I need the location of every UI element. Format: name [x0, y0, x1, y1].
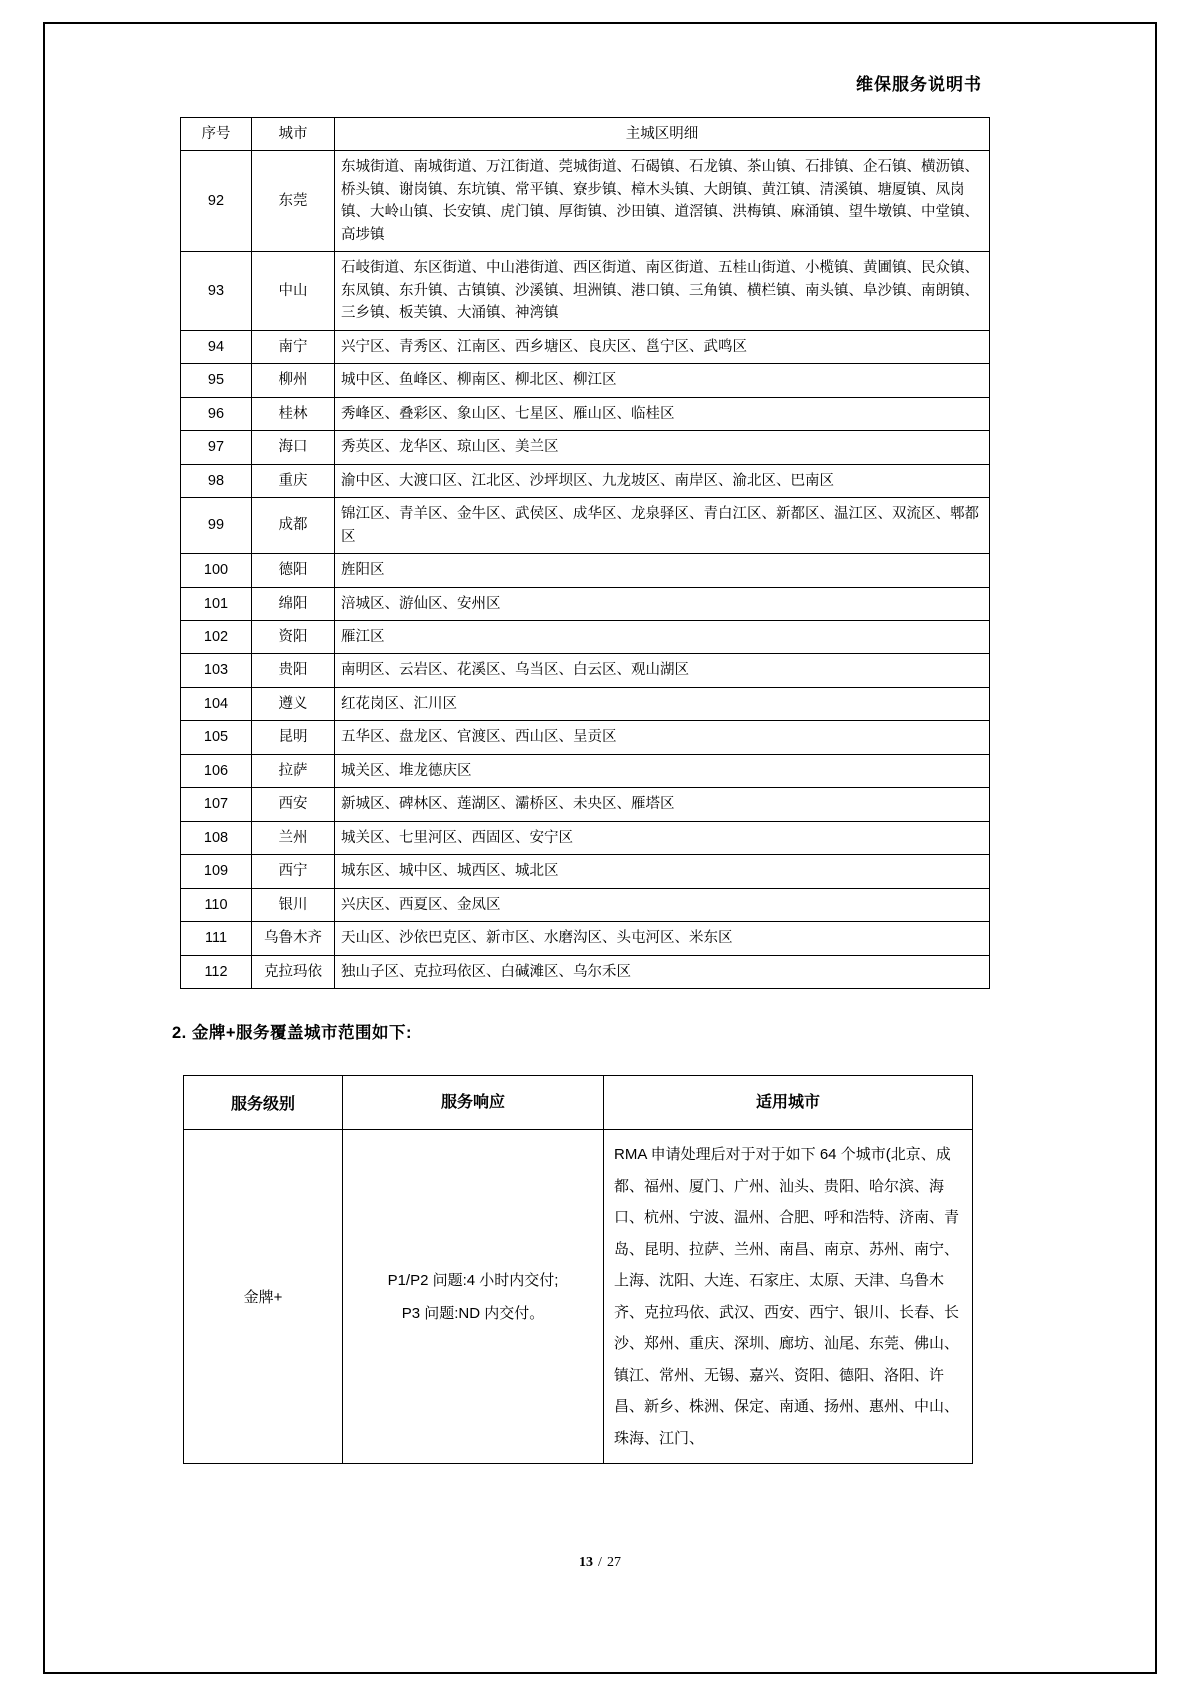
cell-detail: 城关区、堆龙德庆区 — [335, 754, 990, 787]
column-header-service-level: 服务级别 — [184, 1076, 343, 1130]
cell-service-response — [343, 1130, 604, 1464]
cell-no: 93 — [181, 252, 252, 330]
cell-no: 100 — [181, 554, 252, 587]
table-row — [181, 687, 990, 720]
footer-separator: / — [598, 1555, 602, 1570]
column-header-service-response: 服务响应 — [343, 1076, 604, 1130]
cell-no: 106 — [181, 754, 252, 787]
cell-no: 111 — [181, 922, 252, 955]
table-row — [181, 855, 990, 888]
cell-applicable-cities: RMA 申请处理后对于对于如下 64 个城市(北京、成都、福州、厦门、广州、汕头、贵阳、哈尔滨、海口、杭州、宁波、温州、合肥、呼和浩特、济南、青岛、昆明、拉萨、兰州、南昌、南京、苏州、南宁、上海、沈阳、大连、石家庄、太原、天津、乌鲁木齐、克拉玛依、武汉、西安、西宁、银川、长春、长沙、郑州、重庆、深圳、廊坊、汕尾、东莞、佛山、镇江、常州、无锡、嘉兴、资阳、德阳、洛阳、许昌、新乡、株洲、保定、南通、扬州、惠州、中山、珠海、江门、 — [604, 1130, 973, 1464]
cell-detail: 独山子区、克拉玛依区、白碱滩区、乌尔禾区 — [335, 955, 990, 988]
section-heading: 2. 金牌+服务覆盖城市范围如下: — [172, 1024, 412, 1043]
table-row — [181, 252, 990, 330]
cell-detail: 城中区、鱼峰区、柳南区、柳北区、柳江区 — [335, 364, 990, 397]
table-row — [181, 721, 990, 754]
cell-city: 南宁 — [252, 330, 335, 363]
cell-detail: 石岐街道、东区街道、中山港街道、西区街道、南区街道、五桂山街道、小榄镇、黄圃镇、民众镇、东凤镇、东升镇、古镇镇、沙溪镇、坦洲镇、港口镇、三角镇、横栏镇、南头镇、阜沙镇、南朗镇、三乡镇、板芙镇、大涌镇、神湾镇 — [335, 252, 990, 330]
cell-city: 乌鲁木齐 — [252, 922, 335, 955]
table-row — [181, 364, 990, 397]
column-header-detail: 主城区明细 — [335, 118, 990, 151]
cell-no: 99 — [181, 498, 252, 554]
table-row — [181, 821, 990, 854]
cell-no: 105 — [181, 721, 252, 754]
cell-no: 104 — [181, 687, 252, 720]
cell-no: 102 — [181, 620, 252, 653]
cell-detail: 雁江区 — [335, 620, 990, 653]
cell-no: 92 — [181, 151, 252, 252]
cell-detail: 红花岗区、汇川区 — [335, 687, 990, 720]
cell-detail: 秀峰区、叠彩区、象山区、七星区、雁山区、临桂区 — [335, 397, 990, 430]
cell-no: 98 — [181, 464, 252, 497]
cell-city: 柳州 — [252, 364, 335, 397]
cell-city: 西宁 — [252, 855, 335, 888]
main-district-table — [180, 117, 990, 989]
cell-no: 103 — [181, 654, 252, 687]
document-header-title: 维保服务说明书 — [856, 75, 982, 94]
cell-detail: 锦江区、青羊区、金牛区、武侯区、成华区、龙泉驿区、青白江区、新都区、温江区、双流区、郫都区 — [335, 498, 990, 554]
cell-no: 96 — [181, 397, 252, 430]
cell-city: 绵阳 — [252, 587, 335, 620]
page-content — [172, 70, 990, 1464]
cell-city: 遵义 — [252, 687, 335, 720]
table-row — [181, 330, 990, 363]
cell-no: 95 — [181, 364, 252, 397]
cell-detail: 兴宁区、青秀区、江南区、西乡塘区、良庆区、邕宁区、武鸣区 — [335, 330, 990, 363]
table-row — [181, 397, 990, 430]
cell-city: 桂林 — [252, 397, 335, 430]
cell-city: 昆明 — [252, 721, 335, 754]
cell-detail: 新城区、碑林区、莲湖区、灞桥区、未央区、雁塔区 — [335, 788, 990, 821]
cell-city: 拉萨 — [252, 754, 335, 787]
page-footer — [0, 1555, 1200, 1571]
cell-no: 101 — [181, 587, 252, 620]
table-row — [181, 587, 990, 620]
cell-no: 107 — [181, 788, 252, 821]
service-header-row — [184, 1076, 973, 1130]
footer-current-page: 13 — [579, 1555, 594, 1570]
cell-no: 108 — [181, 821, 252, 854]
cell-detail: 城关区、七里河区、西固区、安宁区 — [335, 821, 990, 854]
table-row — [181, 654, 990, 687]
table-row — [181, 151, 990, 252]
table-row — [181, 554, 990, 587]
cell-city: 贵阳 — [252, 654, 335, 687]
cell-city: 成都 — [252, 498, 335, 554]
column-header-applicable-cities: 适用城市 — [604, 1076, 973, 1130]
cell-detail: 旌阳区 — [335, 554, 990, 587]
column-header-no: 序号 — [181, 118, 252, 151]
table-row — [181, 888, 990, 921]
cell-city: 海口 — [252, 431, 335, 464]
cell-city: 重庆 — [252, 464, 335, 497]
cell-detail: 天山区、沙依巴克区、新市区、水磨沟区、头屯河区、米东区 — [335, 922, 990, 955]
table-row — [181, 620, 990, 653]
footer-total-pages: 27 — [606, 1555, 621, 1570]
service-coverage-table — [183, 1075, 973, 1464]
cell-no: 97 — [181, 431, 252, 464]
cell-detail: 东城街道、南城街道、万江街道、莞城街道、石碣镇、石龙镇、茶山镇、石排镇、企石镇、横沥镇、桥头镇、谢岗镇、东坑镇、常平镇、寮步镇、樟木头镇、大朗镇、黄江镇、清溪镇、塘厦镇、凤岗镇、大岭山镇、长安镇、虎门镇、厚街镇、沙田镇、道滘镇、洪梅镇、麻涌镇、望牛墩镇、中堂镇、高埗镇 — [335, 151, 990, 252]
table-row — [181, 464, 990, 497]
cell-city: 银川 — [252, 888, 335, 921]
table-row — [181, 431, 990, 464]
cell-city: 德阳 — [252, 554, 335, 587]
table-row — [181, 754, 990, 787]
cell-city: 西安 — [252, 788, 335, 821]
table-row — [181, 498, 990, 554]
cell-no: 110 — [181, 888, 252, 921]
cell-city: 资阳 — [252, 620, 335, 653]
cell-detail: 涪城区、游仙区、安州区 — [335, 587, 990, 620]
table-header-row — [181, 118, 990, 151]
cell-no: 109 — [181, 855, 252, 888]
column-header-city: 城市 — [252, 118, 335, 151]
service-response-line-2: P3 问题:ND 内交付。 — [401, 1304, 545, 1322]
cell-detail: 秀英区、龙华区、琼山区、美兰区 — [335, 431, 990, 464]
table-row — [181, 922, 990, 955]
cell-service-level: 金牌+ — [184, 1130, 343, 1464]
cell-city: 中山 — [252, 252, 335, 330]
cell-city: 东莞 — [252, 151, 335, 252]
cell-detail: 城东区、城中区、城西区、城北区 — [335, 855, 990, 888]
table-row — [181, 788, 990, 821]
cell-city: 兰州 — [252, 821, 335, 854]
cell-detail: 兴庆区、西夏区、金凤区 — [335, 888, 990, 921]
cell-no: 112 — [181, 955, 252, 988]
service-response-line-1: P1/P2 问题:4 小时内交付; — [387, 1271, 559, 1289]
cell-city: 克拉玛依 — [252, 955, 335, 988]
cell-detail: 渝中区、大渡口区、江北区、沙坪坝区、九龙坡区、南岸区、渝北区、巴南区 — [335, 464, 990, 497]
cell-detail: 五华区、盘龙区、官渡区、西山区、呈贡区 — [335, 721, 990, 754]
cell-detail: 南明区、云岩区、花溪区、乌当区、白云区、观山湖区 — [335, 654, 990, 687]
service-table-row — [184, 1130, 973, 1464]
table-row — [181, 955, 990, 988]
cell-no: 94 — [181, 330, 252, 363]
